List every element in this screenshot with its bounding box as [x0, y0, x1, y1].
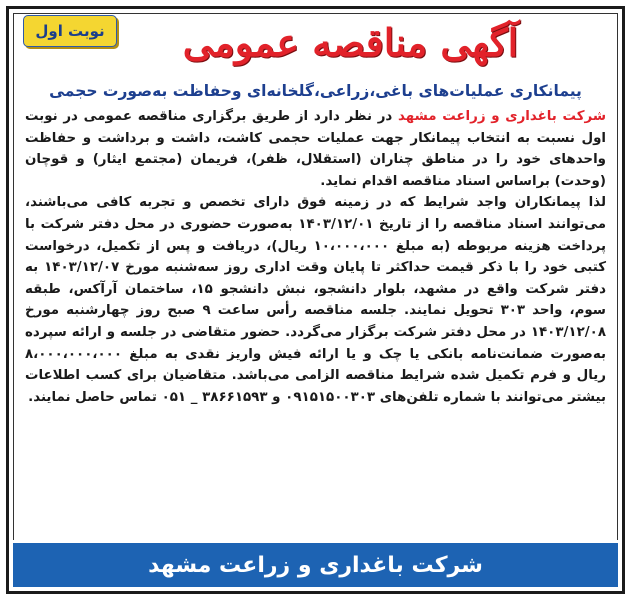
ad-subtitle: پیمانکاری عملیات‌های باغی،زراعی،گلخانه‌ای وحفاظت به‌صورت حجمی	[49, 82, 582, 100]
intro-text: در نظر دارد از طریق برگزاری مناقصه عمومی در نوبت اول نسبت به انتخاب پیمانکار جهت عملیات حجمی کاشت، داشت و برداشت و حفاظت واحدهای خود را در مناطق چناران (استقلال، ظفر)، فریمان (مجتمع ایثار) و قوچان (وحدت) براساس اسناد مناقصه اقدام نماید.	[25, 109, 606, 189]
ad-title: آگهی مناقصه عمومی	[182, 20, 519, 65]
paragraph-intro	[25, 106, 606, 192]
company-footer: شرکت باغداری و زراعت مشهد	[13, 543, 618, 587]
paragraph-details: لذا پیمانکاران واجد شرایط که در زمینه فوق دارای تخصص و تجربه کافی می‌باشند، می‌توانند اسناد مناقصه را از تاریخ ۱۴۰۳/۱۲/۰۱ به‌صورت حضوری در محل دفتر شرکت با پرداخت هزینه مربوطه (به مبلغ ۱۰،۰۰۰،۰۰۰ ریال)، دریافت و پس از تکمیل، درخواست کتبی خود را با ذکر قیمت حداکثر تا پایان وقت اداری روز سه‌شنبه مورخ ۱۴۰۳/۱۲/۰۷ به دفتر شرکت واقع در مشهد، بلوار دانشجو، نبش دانشجو ۱۵، ساختمان آرآکس، طبقه سوم، واحد ۳۰۳ تحویل نمایند. جلسه مناقصه رأس ساعت ۹ صبح روز چهارشنبه مورخ ۱۴۰۳/۱۲/۰۸ در محل دفتر شرکت برگزار می‌گردد. حضور متقاضی در جلسه و ارائه سپرده به‌صورت ضمانت‌نامه بانکی یا چک و یا ارائه فیش واریز نقدی به مبلغ ۸،۰۰۰،۰۰۰،۰۰۰ ریال و فرم تکمیل شده شرایط مناقصه الزامی می‌باشد. متقاضیان برای کسب اطلاعات بیشتر می‌توانند با شماره تلفن‌های ۰۹۱۵۱۵۰۰۳۰۳ و ۳۸۶۶۱۵۹۳ _ ۰۵۱ تماس حاصل نمایند.	[25, 195, 607, 405]
advertisement-frame	[6, 6, 625, 594]
round-badge: نوبت اول	[23, 15, 117, 47]
ad-body	[25, 106, 606, 533]
company-name-inline: شرکت باغداری و زراعت مشهد	[398, 109, 606, 124]
